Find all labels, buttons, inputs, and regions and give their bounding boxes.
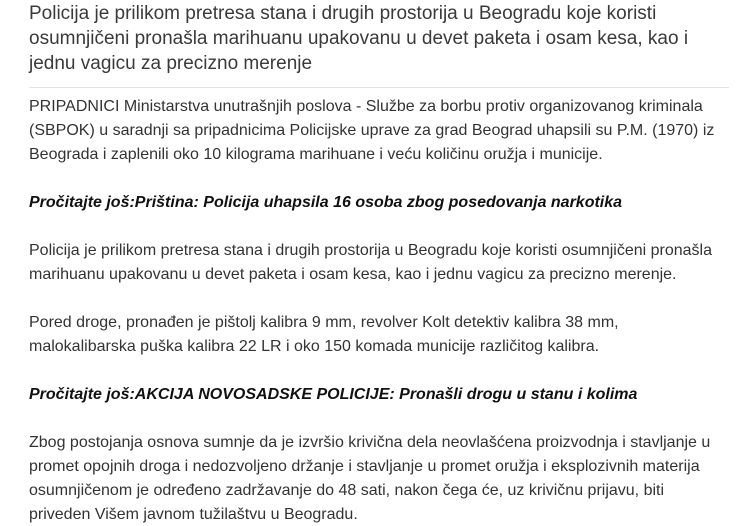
read-more-link[interactable]: Pročitajte još:Priština: Policija uhapsila 16 osoba zbog posedovanja narkotika: [29, 194, 623, 211]
article-paragraph: Zbog postojanja osnova sumnje da je izvršio krivična dela neovlašćena proizvodnja i stavljanje u promet opojnih droga i nedozvoljeno držanje i stavljanje u promet oružja i eksplozivnih materija osumnjičenom je određeno zadržavanje do 48 sati, nakon čega će, uz krivičnu prijavu, biti priveden Višem javnom tužilaštvu u Beogradu.: [29, 434, 711, 523]
article-paragraph: Policija je prilikom pretresa stana i drugih prostorija u Beogradu koje koristi osumnjičeni pronašla marihuanu upakovanu u devet paketa i osam kesa, kao i jednu vagicu za precizno merenje.: [29, 242, 712, 283]
article-body: [29, 95, 729, 526]
article: [29, 0, 729, 526]
read-more-link[interactable]: Pročitajte još:AKCIJA NOVOSADSKE POLICIJE: Pronašli drogu u stanu i kolima: [29, 386, 638, 403]
article-paragraph: PRIPADNICI Ministarstva unutrašnjih poslova - Službe za borbu protiv organizovanog kriminala (SBPOK) u saradnji sa pripadnicima Policijske uprave za grad Beograd uhapsili su P.M. (1970) iz Beograda i zaplenili oko 10 kilograma marihuane i veću količinu oružja i municije.: [29, 98, 715, 163]
article-lead: Policija je prilikom pretresa stana i drugih prostorija u Beogradu koje koristi osumnjičeni pronašla marihuanu upakovanu u devet paketa i osam kesa, kao i jednu vagicu za precizno merenje: [29, 1, 729, 88]
article-paragraph: Pored droge, pronađen je pištolj kalibra 9 mm, revolver Kolt detektiv kalibra 38 mm, malokalibarska puška kalibra 22 LR i oko 150 komada municije različitog kalibra.: [29, 314, 619, 355]
